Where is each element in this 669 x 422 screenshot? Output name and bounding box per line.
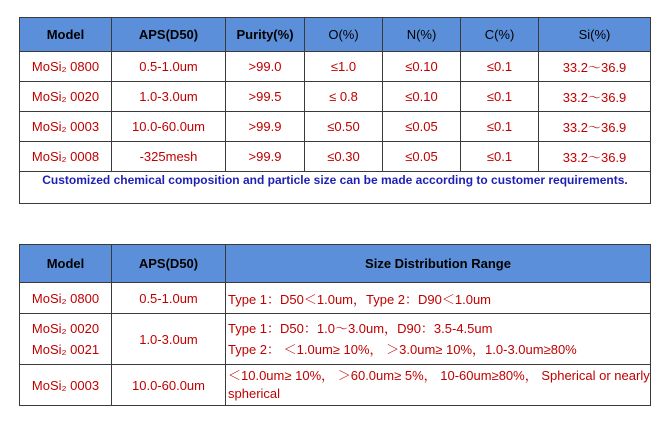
- cell-size-range: [226, 314, 651, 365]
- cell-purity: >99.9: [226, 142, 305, 172]
- cell-nitrogen: ≤0.10: [383, 82, 461, 112]
- header-oxygen: O(%): [305, 18, 383, 52]
- cell-purity: >99.5: [226, 82, 305, 112]
- cell-model: MoSi₂ 0003: [20, 112, 112, 142]
- cell-model: MoSi₂ 0003: [20, 365, 112, 406]
- cell-silicon: 33.2～36.9: [539, 52, 651, 82]
- cell-oxygen: ≤0.50: [305, 112, 383, 142]
- header-silicon: Si(%): [539, 18, 651, 52]
- cell-size-range: ＜10.0um≥ 10%， ＞60.0um≥ 5%， 10-60um≥80%， Spherical or nearly spherical: [226, 365, 651, 406]
- cell-model: MoSi₂ 0008: [20, 142, 112, 172]
- header-model: Model: [20, 245, 112, 283]
- cell-aps: 0.5-1.0um: [112, 283, 226, 314]
- header-purity: Purity(%): [226, 18, 305, 52]
- table-row: [20, 52, 651, 82]
- table-row: [20, 283, 651, 314]
- cell-model: MoSi₂ 0800: [20, 283, 112, 314]
- header-aps: APS(D50): [112, 245, 226, 283]
- customization-note: Customized chemical composition and particle size can be made according to customer requirements.: [20, 172, 651, 204]
- cell-size-range: Type 1：D50＜1.0um，Type 2：D90＜1.0um: [226, 283, 651, 314]
- cell-aps: 0.5-1.0um: [112, 52, 226, 82]
- table-row: [20, 365, 651, 406]
- header-size-distribution: Size Distribution Range: [226, 245, 651, 283]
- note-row: [20, 172, 651, 204]
- cell-model: [20, 314, 112, 365]
- cell-aps: 10.0-60.0um: [112, 365, 226, 406]
- model-name: MoSi₂ 0021: [31, 342, 100, 357]
- cell-aps: -325mesh: [112, 142, 226, 172]
- cell-carbon: ≤0.1: [461, 112, 539, 142]
- table-row: [20, 314, 651, 365]
- cell-silicon: 33.2～36.9: [539, 142, 651, 172]
- header-aps: APS(D50): [112, 18, 226, 52]
- header-model: Model: [20, 18, 112, 52]
- cell-nitrogen: ≤0.05: [383, 112, 461, 142]
- cell-aps: 1.0-3.0um: [112, 82, 226, 112]
- cell-carbon: ≤0.1: [461, 142, 539, 172]
- cell-oxygen: ≤0.30: [305, 142, 383, 172]
- header-nitrogen: N(%): [383, 18, 461, 52]
- table-row: [20, 82, 651, 112]
- table-header-row: [20, 18, 651, 52]
- cell-silicon: 33.2～36.9: [539, 82, 651, 112]
- cell-oxygen: ≤ 0.8: [305, 82, 383, 112]
- header-carbon: C(%): [461, 18, 539, 52]
- cell-purity: >99.0: [226, 52, 305, 82]
- cell-model: MoSi₂ 0020: [20, 82, 112, 112]
- model-name: MoSi₂ 0020: [31, 321, 100, 336]
- cell-aps: 1.0-3.0um: [112, 314, 226, 365]
- cell-purity: >99.9: [226, 112, 305, 142]
- cell-silicon: 33.2～36.9: [539, 112, 651, 142]
- cell-model: MoSi₂ 0800: [20, 52, 112, 82]
- cell-carbon: ≤0.1: [461, 52, 539, 82]
- cell-aps: 10.0-60.0um: [112, 112, 226, 142]
- cell-nitrogen: ≤0.05: [383, 142, 461, 172]
- cell-carbon: ≤0.1: [461, 82, 539, 112]
- table-row: [20, 142, 651, 172]
- table-header-row: [20, 245, 651, 283]
- range-line: Type 1：D50：1.0～3.0um，D90：3.5-4.5um: [228, 321, 493, 336]
- cell-nitrogen: ≤0.10: [383, 52, 461, 82]
- range-line: Type 2： ＜1.0um≥ 10%， ＞3.0um≥ 10%，1.0-3.0um≥80%: [228, 342, 577, 357]
- chemical-composition-table: [19, 17, 651, 204]
- size-distribution-table: [19, 244, 651, 406]
- table-row: [20, 112, 651, 142]
- cell-oxygen: ≤1.0: [305, 52, 383, 82]
